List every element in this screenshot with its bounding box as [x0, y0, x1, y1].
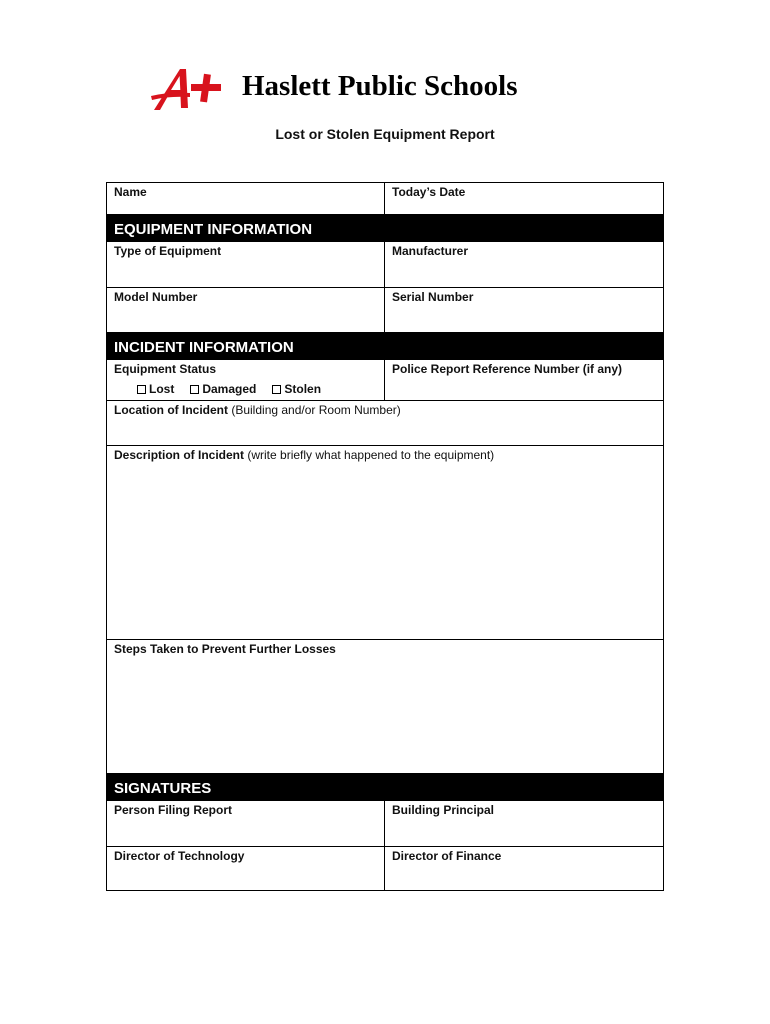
name-label: Name	[114, 185, 147, 199]
building-principal-label: Building Principal	[392, 803, 495, 817]
manufacturer-field[interactable]	[385, 242, 663, 287]
status-damaged-option[interactable]	[190, 382, 256, 396]
stolen-label: Stolen	[284, 382, 322, 396]
person-filing-field[interactable]	[107, 801, 385, 846]
a-plus-logo	[150, 66, 226, 112]
location-row	[107, 400, 663, 445]
description-row	[107, 445, 663, 639]
signatures-row-2	[107, 846, 663, 890]
signatures-row-1	[107, 801, 663, 846]
person-filing-label: Person Filing Report	[114, 803, 233, 817]
incident-section-header: INCIDENT INFORMATION	[107, 332, 663, 360]
todays-date-field[interactable]	[385, 183, 663, 214]
name-field[interactable]	[107, 183, 385, 214]
building-principal-field[interactable]	[385, 801, 663, 846]
signatures-section-header: SIGNATURES	[107, 773, 663, 801]
status-options	[137, 382, 321, 396]
description-label: Description of Incident	[114, 448, 245, 462]
todays-date-label: Today’s Date	[392, 185, 466, 199]
director-technology-field[interactable]	[107, 847, 385, 890]
manufacturer-label: Manufacturer	[392, 244, 469, 258]
location-label: Location of Incident	[114, 403, 228, 417]
report-form	[106, 182, 664, 891]
location-field[interactable]	[107, 401, 663, 445]
checkbox-icon[interactable]	[137, 385, 146, 394]
school-name: Haslett Public Schools	[242, 70, 518, 102]
type-of-equipment-label: Type of Equipment	[114, 244, 222, 258]
damaged-label: Damaged	[202, 382, 257, 396]
equipment-status-field	[107, 360, 385, 400]
model-number-field[interactable]	[107, 288, 385, 332]
director-finance-field[interactable]	[385, 847, 663, 890]
model-number-label: Model Number	[114, 290, 198, 304]
steps-label: Steps Taken to Prevent Further Losses	[114, 642, 336, 656]
steps-row	[107, 639, 663, 773]
equipment-status-label: Equipment Status	[114, 362, 217, 376]
equipment-row-1	[107, 242, 663, 287]
equipment-section-header: EQUIPMENT INFORMATION	[107, 214, 663, 242]
location-note: (Building and/or Room Number)	[231, 403, 401, 417]
description-field[interactable]	[107, 446, 663, 639]
status-row	[107, 360, 663, 400]
status-lost-option[interactable]	[137, 382, 174, 396]
steps-field[interactable]	[107, 640, 663, 773]
serial-number-field[interactable]	[385, 288, 663, 332]
status-stolen-option[interactable]	[272, 382, 321, 396]
checkbox-icon[interactable]	[272, 385, 281, 394]
police-report-label: Police Report Reference Number (if any)	[392, 362, 623, 376]
director-technology-label: Director of Technology	[114, 849, 245, 863]
police-report-field[interactable]	[385, 360, 663, 400]
description-note: (write briefly what happened to the equipment)	[247, 448, 495, 462]
checkbox-icon[interactable]	[190, 385, 199, 394]
document-title: Lost or Stolen Equipment Report	[275, 126, 495, 142]
serial-number-label: Serial Number	[392, 290, 474, 304]
director-finance-label: Director of Finance	[392, 849, 502, 863]
equipment-row-2	[107, 287, 663, 332]
name-date-row	[107, 183, 663, 214]
lost-label: Lost	[149, 382, 175, 396]
type-of-equipment-field[interactable]	[107, 242, 385, 287]
